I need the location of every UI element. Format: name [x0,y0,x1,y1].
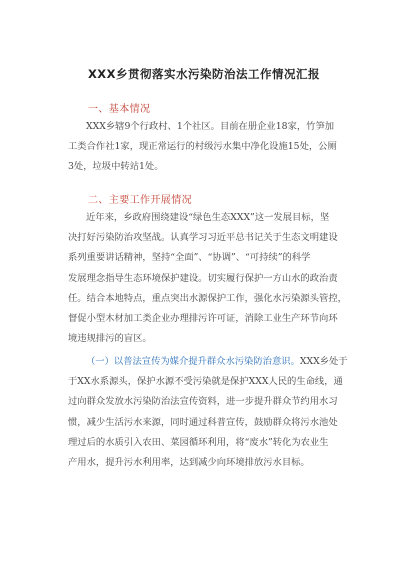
paragraph-line: 过向群众发放水污染防治法宣传资料，进一步提升群众节约用水习 [68,396,338,408]
subsection-first-line-rest: XXX乡处于 [299,356,348,367]
paragraph-line: 于XX水系源头，保护水源不受污染就是保护XXX人民的生命线，通 [68,376,343,388]
paragraph-line: XXX乡辖9个行政村、1个社区。目前在册企业18家，竹笋加 [86,121,335,132]
paragraph-line: 督促小型木材加工类企业办理排污许可证，消除工业生产环节向环 [68,313,338,325]
section-main-work-paragraph [68,208,350,349]
paragraph-line: 决打好污染防治攻坚战。认真学习习近平总书记关于生态文明建设 [68,232,338,244]
paragraph-line [68,352,350,372]
subsection-publicity-paragraph [68,352,350,473]
paragraph-line: 系列重要讲话精神，坚持“全面”、“协调”、“可持续”的科学 [68,252,311,264]
section-basic-info-paragraph [68,117,350,178]
paragraph-line: 惯，减少生活污水来源，同时通过科普宣传，鼓励群众将污水池处 [68,416,338,428]
paragraph-line: 发展理念指导生态环境保护建设。切实履行保护一方山水的政治责 [68,272,338,284]
section-heading-main-work: 二、主要工作开展情况 [88,195,192,206]
paragraph-line: 工类合作社1家，现正常运行的村级污水集中净化设施15处，公厕 [68,141,337,153]
subsection-heading-publicity: （一）以普法宣传为媒介提升群众水污染防治意识。 [86,356,300,367]
document-title: XXX乡贯彻落实水污染防治法工作情况汇报 [87,67,321,81]
section-heading-basic-info: 一、基本情况 [88,104,151,115]
paragraph-line: 产用水，提升污水利用率，达到减少向环境排放污水目标。 [68,457,310,469]
paragraph-line: 任。结合本地特点，重点突出水源保护工作，强化水污染源头管控， [68,292,347,304]
paragraph-line: 3处，垃圾中转站1处。 [68,161,164,173]
paragraph-line: 近年来，乡政府围绕建设“绿色生态XXX”这一发展目标，坚 [86,212,330,223]
paragraph-line: 境违规排污的盲区。 [68,333,152,345]
paragraph-line: 理过后的水质引入农田、菜园循环利用，将“废水”转化为农业生 [68,436,329,448]
